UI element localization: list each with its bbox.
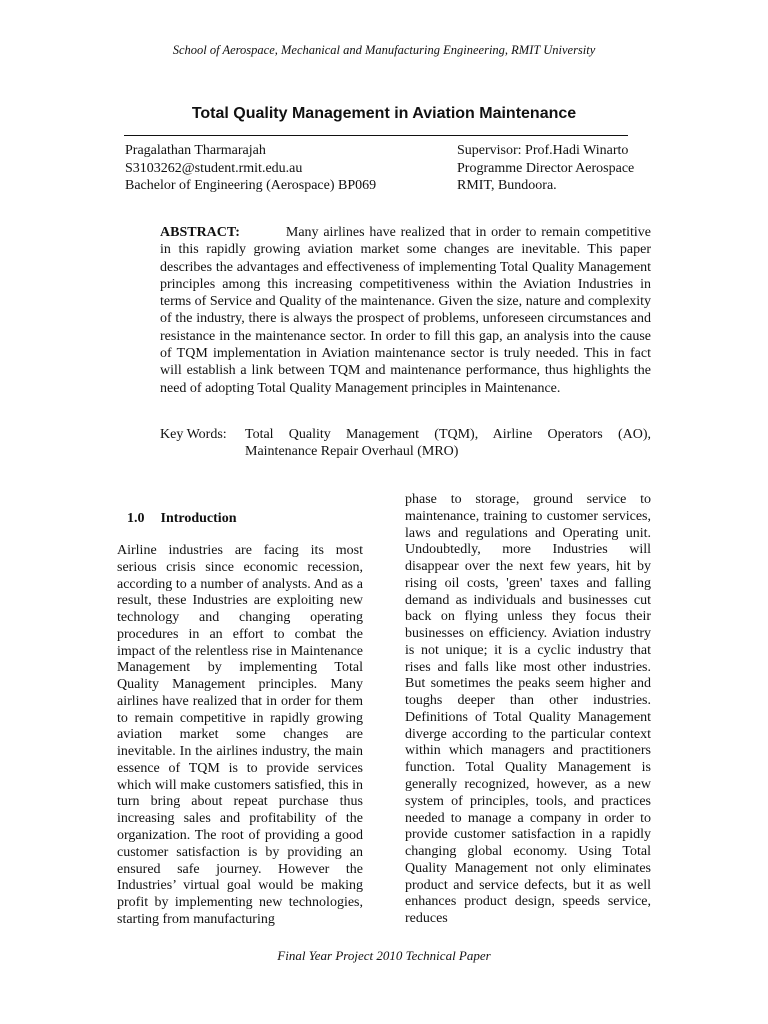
body-column-left: Airline industries are facing its most serious crisis since economic recession, according to a number of analysts. And as a result, these Industries are exploiting new technology and changing operating procedures in an effort to combat the impact of the relentless rise in Maintenance Management by implementing Total Quality Management principles. Many airlines have realized that in order for them to remain competitive in rapidly growing aviation market some changes are inevitable. In the airlines industry, the main essence of TQM is to provide services which will make customers satisfied, this in turn bring about repeat purchase thus increasing sales and profitability of the organization. The root of providing a good customer satisfaction is by providing an ensured safe journey. However the Industries’ virtual goal would be making profit by implementing new technologies, starting from manufacturing (117, 543, 363, 927)
supervisor-info (457, 142, 717, 195)
section-title: Introduction (160, 511, 237, 526)
keywords-text: Total Quality Management (TQM), Airline Operators (AO), Maintenance Repair Overhaul (MRO) (245, 427, 651, 460)
keywords-label: Key Words: (160, 427, 227, 442)
page-header: School of Aerospace, Mechanical and Manufacturing Engineering, RMIT University (172, 43, 596, 57)
abstract-text: Many airlines have realized that in order to remain competitive in this rapidly growing aviation market some changes are inevitable. This paper describes the advantages and effectiveness of implementing Total Quality Management principles among this increasing competitiveness within the Aviation Industries in terms of Service and Quality of the maintenance. Given the size, nature and complexity of the industry, there is always the prospect of problems, unforeseen circumstances and resistance in the maintenance sector. In order to fill this gap, an analysis into the cause of TQM implementation in Aviation maintenance sector is truly needed. This in fact will establish a link between TQM and maintenance performance, thus highlights the need of adopting Total Quality Management principles in Maintenance. (160, 225, 651, 396)
section-number: 1.0 (127, 511, 145, 526)
page-footer: Final Year Project 2010 Technical Paper (277, 948, 491, 963)
body-column-right: phase to storage, ground service to maintenance, training to customer services, laws and regulations and Operating unit. Undoubtedly, more Industries will disappear over the next few years, hit by rising oil costs, 'green' taxes and falling demand as individuals and businesses cut back on flying unless they focus their businesses on efficiency. Aviation industry is not unique; it is a cyclic industry that rises and falls like most other industries. But sometimes the peaks seem higher and toughs deeper than other industries. Definitions of Total Quality Management diverge according to the particular context within which managers and practitioners function. Total Quality Management is generally recognized, however, as a new system of principles, tools, and practices needed to manage a company in order to provide customer satisfaction in a rapidly changing global economy. Using Total Quality Management not only eliminates product and service defects, but it as well enhances product design, speeds service, reduces (405, 492, 651, 927)
supervisor-title: Programme Director Aerospace (457, 160, 635, 176)
abstract (160, 224, 651, 397)
paper-title: Total Quality Management in Aviation Maintenance (191, 105, 577, 122)
author-email: S3103262@student.rmit.edu.au (125, 160, 303, 176)
abstract-label: ABSTRACT: (160, 225, 240, 240)
author-info (125, 142, 425, 195)
author-degree: Bachelor of Engineering (Aerospace) BP069 (125, 178, 377, 193)
author-name: Pragalathan Tharmarajah (125, 143, 266, 158)
section-heading (127, 510, 236, 527)
supervisor-name: Supervisor: Prof.Hadi Winarto (457, 143, 629, 158)
title-divider (124, 135, 628, 136)
supervisor-location: RMIT, Bundoora. (457, 178, 557, 193)
